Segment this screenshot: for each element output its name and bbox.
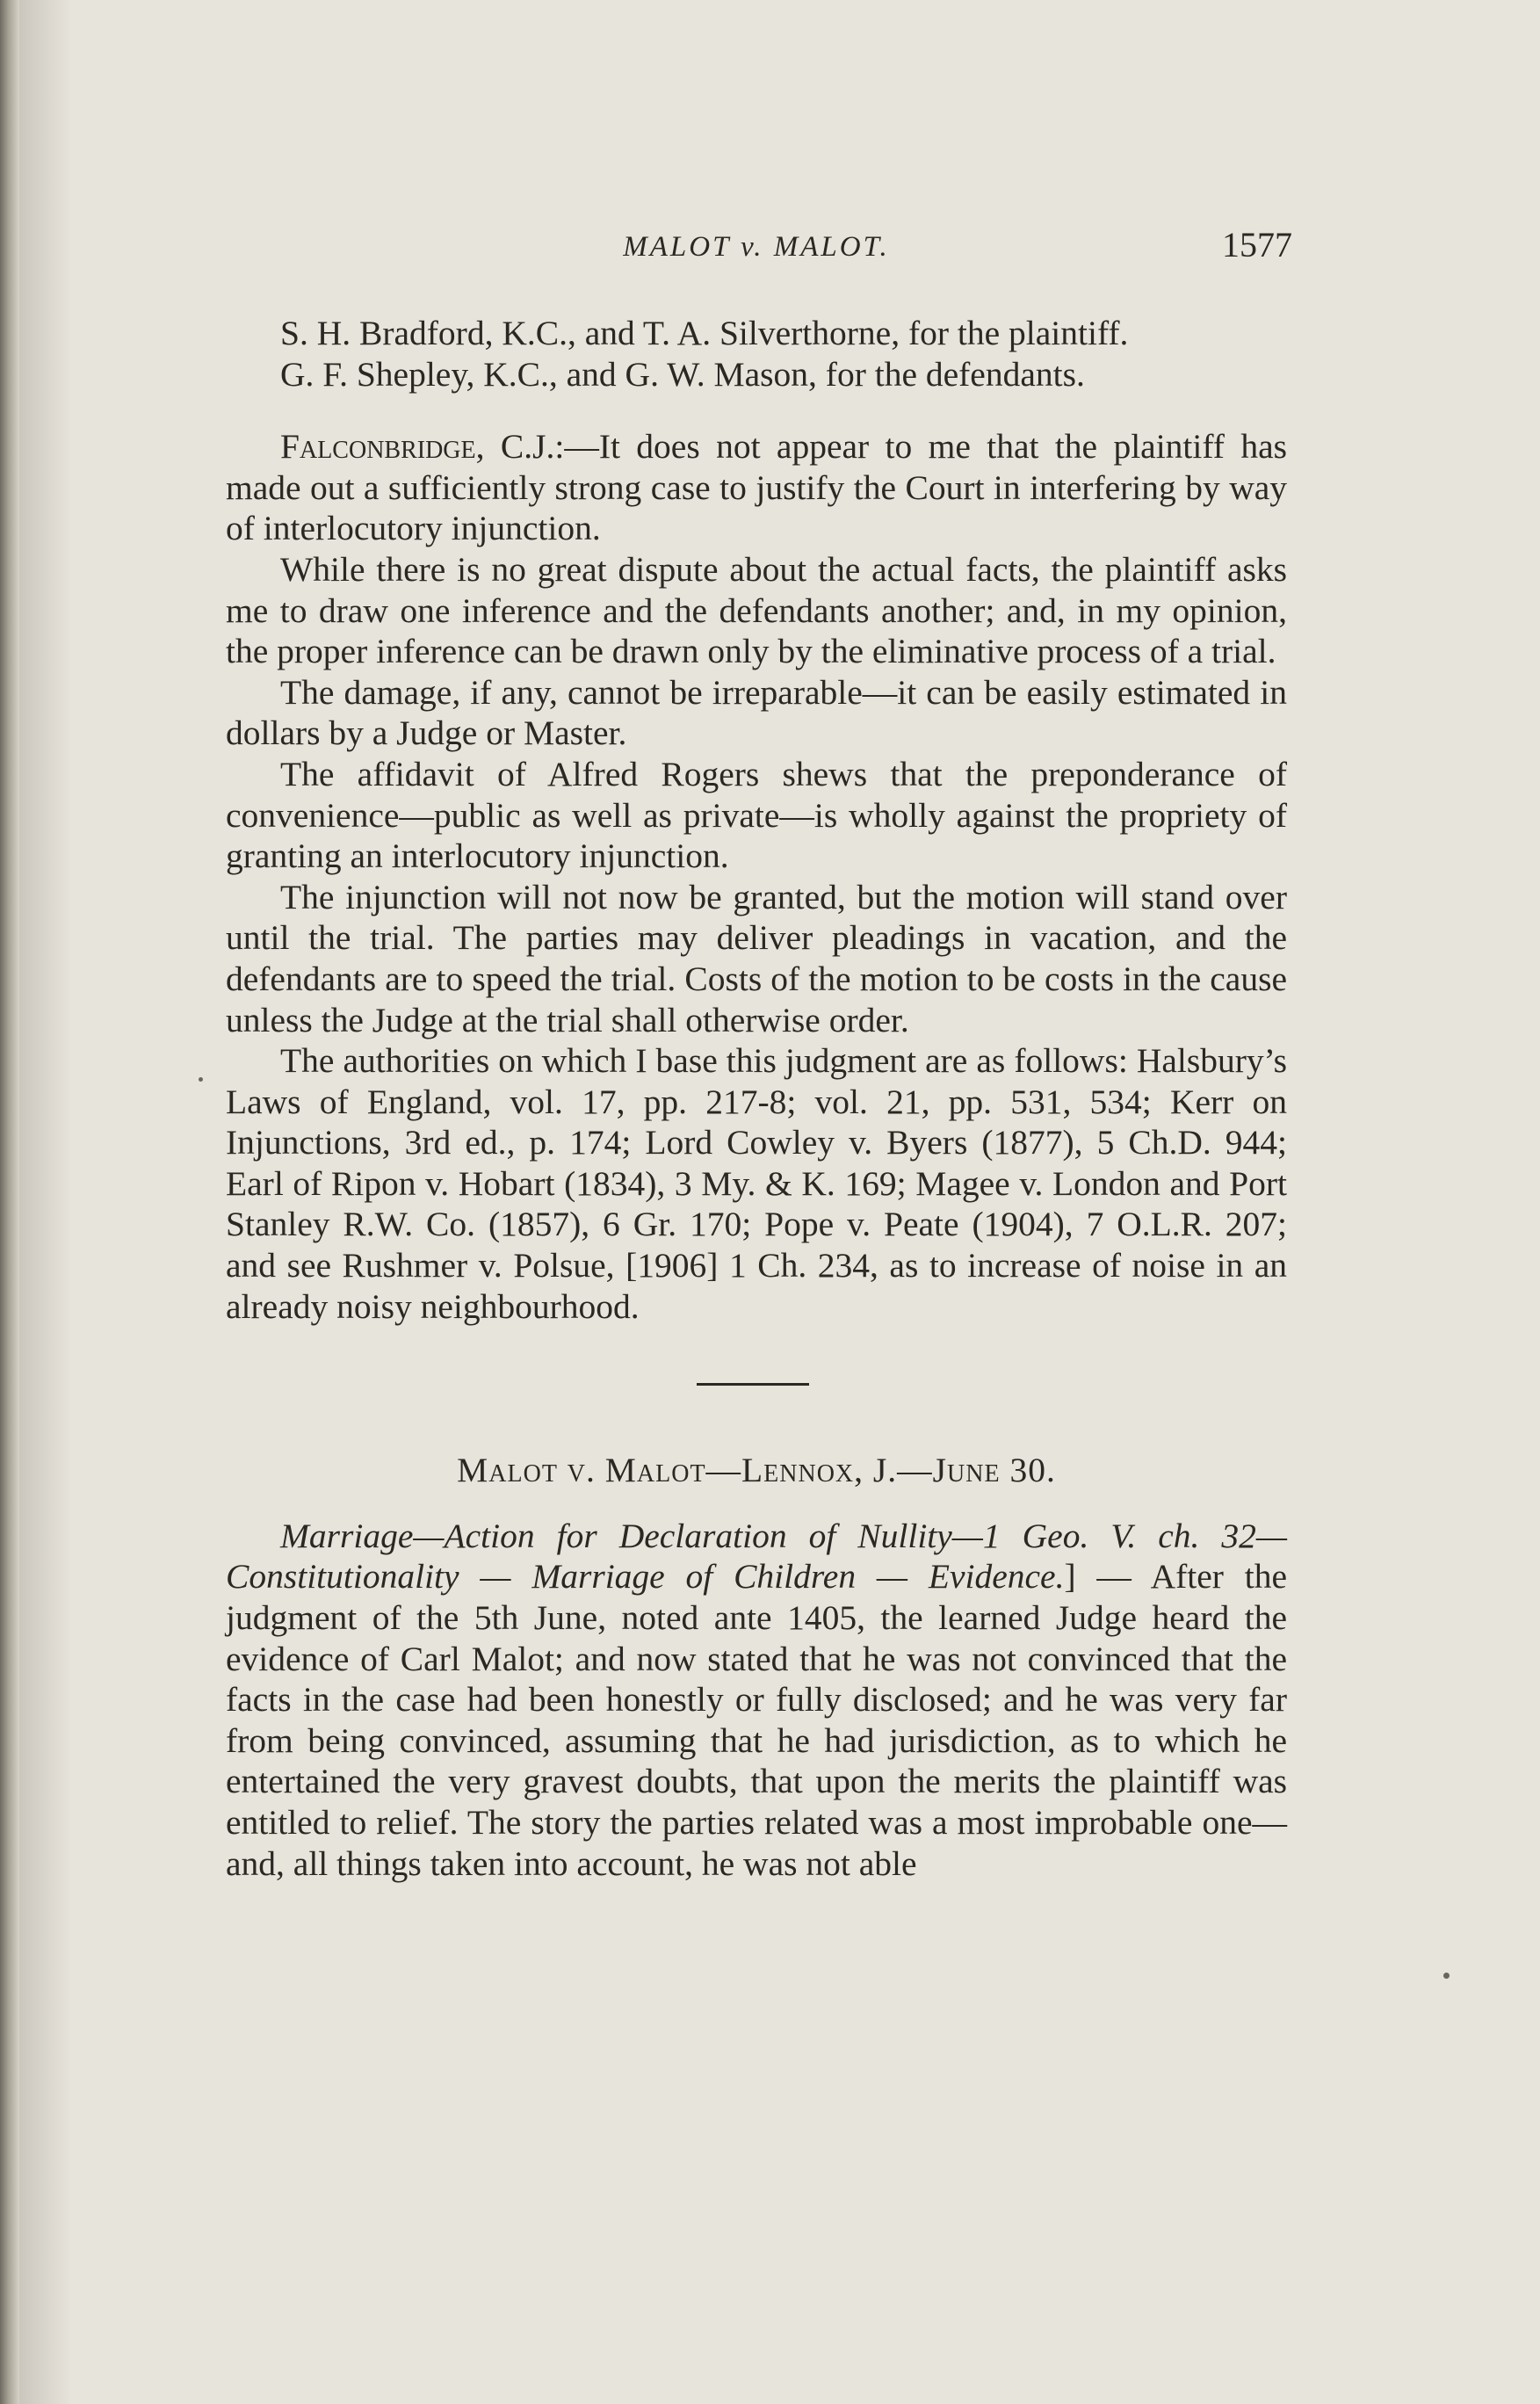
- running-title: MALOT v. MALOT.: [623, 231, 890, 263]
- judgment-paragraph-3: The damage, if any, cannot be irreparable—it can be easily estimated in dollars by a Judge or Master.: [226, 672, 1287, 753]
- judgment-paragraph-1: [226, 426, 1287, 549]
- counsel-defendants: G. F. Shepley, K.C., and G. W. Mason, for the defendants.: [280, 354, 1085, 394]
- headnote-paragraph: [226, 1516, 1287, 1884]
- paper-speck: [1443, 1973, 1450, 1979]
- section-divider: [226, 1327, 1287, 1450]
- judgment-text-1: :—It does not appear to me that the plaintiff has made out a sufficiently strong case to justify the Court in interfering by way of interlocutory injunction.: [226, 427, 1287, 548]
- headnote-keywords: Marriage—Action for Declaration of Nullity—1 Geo. V. ch. 32—Constitutionality — Marriage of Children — Evidence.: [226, 1516, 1287, 1597]
- page-gutter-shadow: [19, 0, 72, 2404]
- counsel-plaintiff: S. H. Bradford, K.C., and T. A. Silverthorne, for the plaintiff.: [280, 314, 1129, 352]
- judge-name: Falconbridge, C.J.: [280, 427, 555, 467]
- divider-rule: [697, 1383, 809, 1386]
- page-binding-edge: [0, 0, 19, 2404]
- judgment-paragraph-2: While there is no great dispute about the actual facts, the plaintiff asks me to draw one inference and the defendants another; and, in my opinion, the proper inference can be drawn only by the eliminative process of a trial.: [226, 549, 1287, 671]
- section-gap: [226, 395, 1287, 426]
- book-page: [226, 225, 1292, 1884]
- running-head: [226, 225, 1292, 267]
- judgment-paragraph-5: The injunction will not now be granted, but the motion will stand over until the trial. The parties may deliver pleadings in vacation, and the defendants are to speed the trial. Costs of the motion to be costs in the cause unless the Judge at the trial shall otherwise order.: [226, 877, 1287, 1039]
- headnote-text: ] — After the judgment of the 5th June, noted ante 1405, the learned Judge heard the evidence of Carl Malot; and now stated that he was not convinced that the facts in the case had been honestly or fully disclosed; and he was very far from being convinced, assuming that he had jurisdiction, as to which he entertained the very gravest doubts, that upon the merits the plaintiff was entitled to relief. The story the parties related was a most improbable one—and, all things taken into account, he was not able: [226, 1557, 1287, 1883]
- judgment-paragraph-6: The authorities on which I base this judgment are as follows: Halsbury’s Laws of England, vol. 17, pp. 217-8; vol. 21, pp. 531, 534; Kerr on Injunctions, 3rd ed., p. 174; Lord Cowley v. Byers (1877), 5 Ch.D. 944; Earl of Ripon v. Hobart (1834), 3 My. & K. 169; Magee v. London and Port Stanley R.W. Co. (1857), 6 Gr. 170; Pope v. Peate (1904), 7 O.L.R. 207; and see Rushmer v. Polsue, [1906] 1 Ch. 234, as to increase of noise in an already noisy neighbourhood.: [226, 1041, 1287, 1326]
- page-number: 1577: [1222, 225, 1292, 264]
- judgment-paragraph-4: The affidavit of Alfred Rogers shews that the preponderance of convenience—public as well as private—is wholly against the propriety of granting an interlocutory injunction.: [226, 754, 1287, 876]
- paper-speck: [199, 1077, 203, 1082]
- case-title: Malot v. Malot—Lennox, J.—June 30.: [457, 1451, 1056, 1490]
